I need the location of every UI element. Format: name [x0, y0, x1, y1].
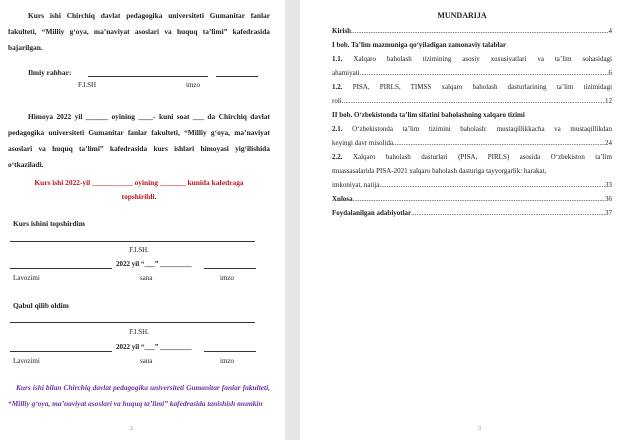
imzo-label: imzo [220, 274, 234, 282]
toc-entry-text: Kirish [332, 27, 352, 35]
toc-entry [332, 52, 612, 66]
toc-entry [332, 122, 612, 136]
name-line [10, 322, 255, 323]
date-field: 2022 yil “___” _________ [116, 343, 192, 351]
toc-section-number: 2.2. [332, 153, 343, 161]
toc-entry-text: roli [332, 97, 342, 105]
toc-section-number: 2.1. [332, 125, 343, 133]
toc-entry-text: ahamiyati [332, 69, 360, 77]
signature-line [204, 351, 256, 352]
toc-dot-leader [393, 136, 605, 150]
signature-line [204, 268, 256, 269]
toc-entry [332, 66, 612, 80]
position-line [10, 268, 112, 269]
toc-page-number: 12 [605, 97, 612, 105]
name-line [10, 241, 255, 242]
toc-entry-text: imkoniyat, natija [332, 181, 380, 189]
table-of-contents [332, 24, 612, 220]
toc-entry [332, 178, 612, 192]
availability-note: Kurs ishi bilan Chirchiq davlat pedagogika universiteti Gumanitar fanlar fakulteti, “Milliy g‘oya, ma’naviyat asoslari va huquq ta’limi” kafedrasida tanishish mumkin [8, 383, 270, 408]
toc-section-number: 1.1. [332, 55, 343, 63]
toc-entry [332, 24, 612, 38]
toc-dot-leader [411, 206, 605, 220]
toc-entry-text: O‘zbekistonda ta’lim tizimini baholash: mustaqillikkacha va mustaqillikdan [352, 125, 612, 133]
toc-entry-text: keyingi davr misolida [332, 139, 394, 147]
toc-title: MUNDARIJA [437, 11, 487, 20]
toc-entry [332, 164, 612, 178]
toc-entry [332, 94, 612, 108]
intro-paragraph: Kurs ishi Chirchiq davlat pedagogika universiteti Gumanitar fanlar fakulteti, “Milliy g‘oya, ma’naviyat asoslari va huquq ta’limi” kafedrasida bajarilgan. [8, 11, 270, 52]
accepted-title: Qabul qilib oldim [13, 301, 69, 310]
submission-line-2: topshirildi. [121, 192, 157, 201]
signature-line [216, 76, 258, 77]
toc-dot-leader [351, 24, 608, 38]
toc-dot-leader [342, 94, 605, 108]
toc-entry [332, 108, 612, 122]
toc-entry [332, 38, 612, 52]
toc-entry-text: Xulosa [332, 195, 353, 203]
page-3 [300, 0, 624, 440]
lavozimi-label: Lavozimi [13, 274, 40, 282]
page-2 [0, 0, 285, 440]
toc-dot-leader [360, 66, 609, 80]
toc-dot-leader [353, 192, 605, 206]
page-gutter [285, 0, 300, 440]
toc-entry [332, 136, 612, 150]
toc-page-number: 4 [608, 27, 612, 35]
lavozimi-label: Lavozimi [13, 357, 40, 365]
imzo-label: imzo [220, 357, 234, 365]
position-line [10, 351, 112, 352]
toc-page-number: 37 [605, 209, 612, 217]
toc-entry [332, 150, 612, 164]
toc-page-number: 36 [605, 195, 612, 203]
submitted-title: Kurs ishini topshirdim [13, 219, 85, 228]
toc-entry-text: muassasalarida PISA-2021 xalqaro baholash dasturiga tayyorgarlik: harakat, [332, 167, 547, 175]
date-field: 2022 yil “___” _________ [116, 260, 192, 268]
toc-entry [332, 192, 612, 206]
toc-entry-text: PISA, PIRLS, TIMSS xalqaro baholash dasturlarining ta’lim tizimidagi [352, 83, 613, 91]
toc-section-number: 1.2. [332, 83, 343, 91]
toc-page-number: 33 [605, 181, 612, 189]
page-number: 3 [478, 426, 481, 432]
toc-entry-text: Xalqaro baholash tizimining asosiy xususiyatlari va ta’lim sohasidagi [353, 55, 613, 63]
fish-label: F.I.SH. [129, 328, 149, 336]
signature-line [88, 76, 208, 77]
fish-label: F.I.SH. [129, 246, 149, 254]
toc-entry-text: Xalqaro baholash dasturlari (PISA, PIRLS) asosida O‘zbekiston ta’lim [352, 153, 613, 161]
toc-entry [332, 206, 612, 220]
supervisor-label: Ilmiy rahbar: [28, 68, 72, 77]
page-number: 2 [130, 426, 133, 432]
defense-paragraph: Himoya 2022 yil ______ oyining ____- kuni soat ___ da Chirchiq davlat pedagogika universiteti Gumanitar fanlar fakulteti, “Milliy g‘oya, ma’naviyat asoslari va huquq ta’limi” kafedrasida kurs ishlari himoyasi yig‘ilishida o‘tkaziladi. [8, 112, 270, 169]
toc-page-number: 6 [608, 69, 612, 77]
imzo-label: imzo [186, 81, 200, 89]
toc-entry-text: Foydalanilgan adabiyotlar [332, 209, 412, 217]
sana-label: sana [140, 357, 153, 365]
toc-entry-text: I bob. Ta’lim mazmuniga qo‘yiladigan zamonaviy talablar [332, 41, 507, 49]
toc-entry-text: II bob. O‘zbekistonda ta’lim sifatini baholashning xalqaro tizimi [332, 111, 525, 119]
toc-entry [332, 80, 612, 94]
toc-page-number: 24 [605, 139, 612, 147]
sana-label: sana [140, 274, 153, 282]
submission-line: Kurs ishi 2022-yil ___________ oyining _______ kunida kafedraga [34, 178, 244, 187]
toc-dot-leader [379, 178, 605, 192]
fish-label: F.I.SH [78, 81, 97, 89]
